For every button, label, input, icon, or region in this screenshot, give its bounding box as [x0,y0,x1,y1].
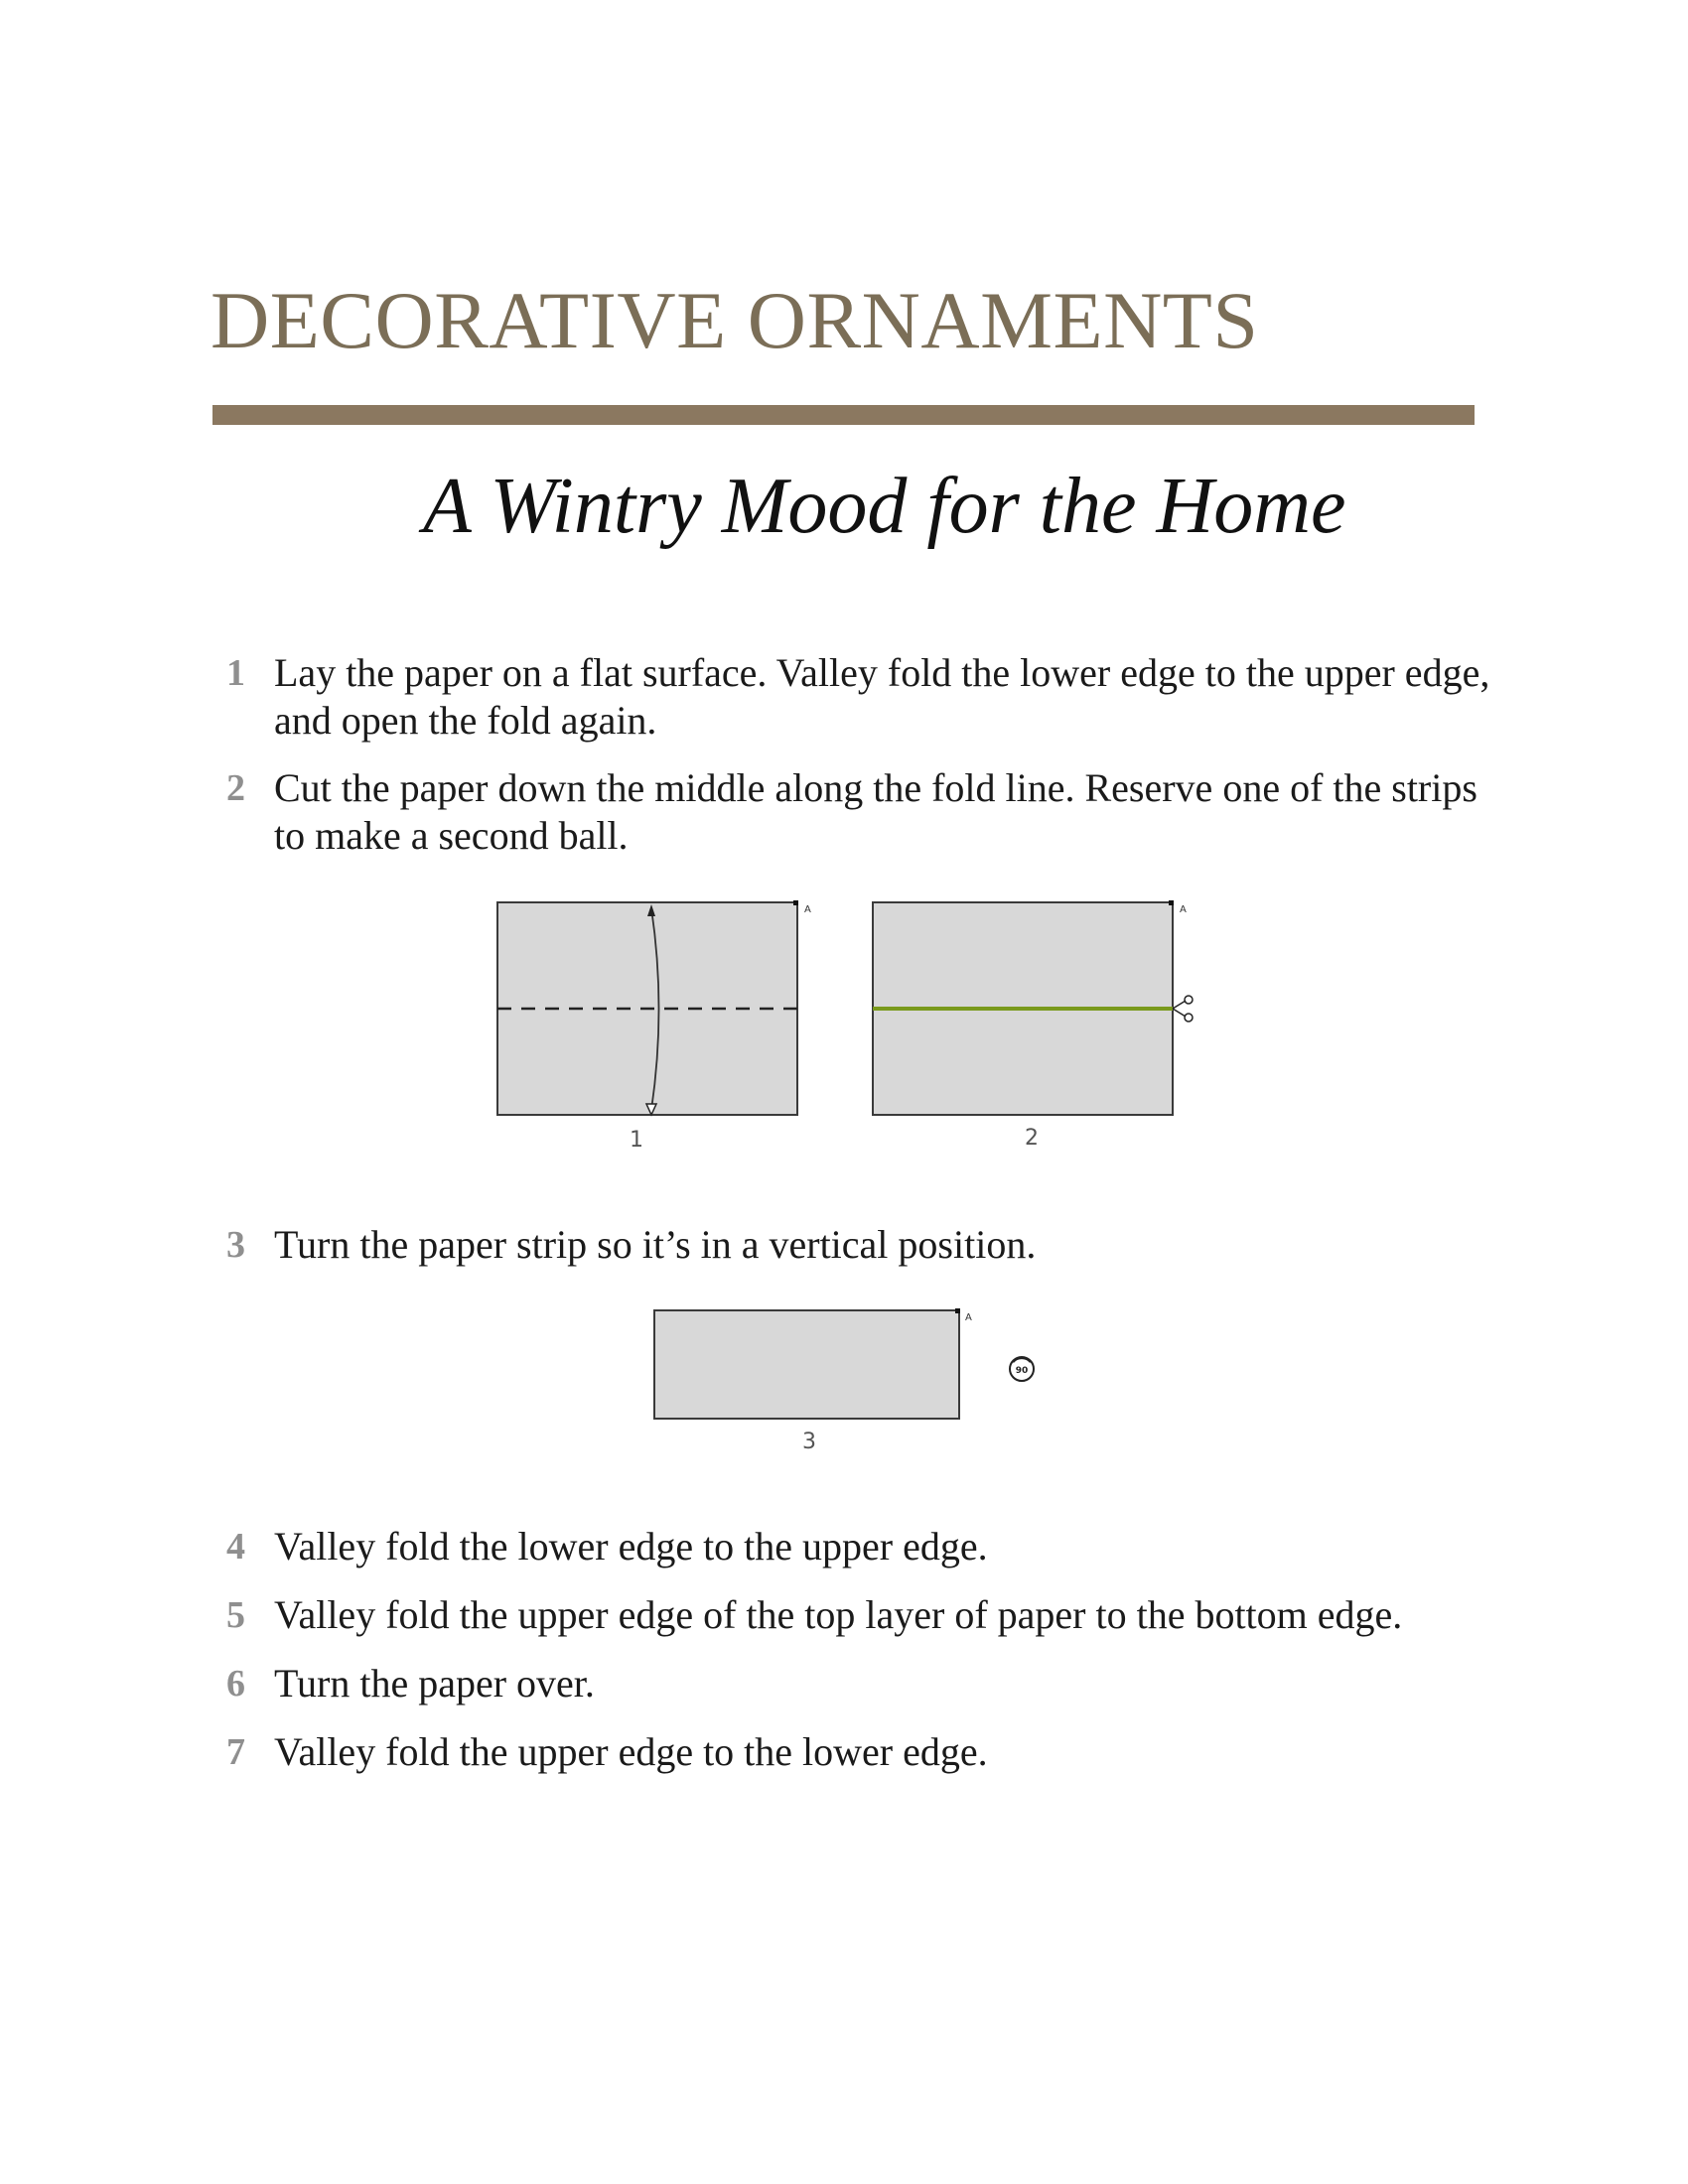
step-text: Valley fold the upper edge of the top layer of paper to the bottom edge. [274,1592,1403,1637]
corner-dot [1169,900,1174,905]
step-number: 1 [226,652,245,694]
figure-2-diagram [870,898,1197,1127]
step-number: 6 [226,1663,245,1705]
step-2 [226,764,1507,860]
corner-dot [955,1308,960,1313]
step-7 [226,1728,1507,1776]
step-text: Turn the paper strip so it’s in a vertical position. [274,1222,1037,1267]
figure-2-label: 2 [1025,1126,1039,1151]
step-6 [226,1660,1507,1707]
corner-dot [793,900,798,905]
strip-diagram-3 [651,1306,1049,1426]
step-5 [226,1591,1507,1639]
step-3 [226,1221,1507,1269]
section-title: DECORATIVE ORNAMENTS [211,275,1259,365]
rotate-90-icon [1010,1357,1034,1381]
step-4 [226,1523,1507,1570]
corner-mark: A [804,904,811,915]
page-subtitle: A Wintry Mood for the Home [423,463,1346,550]
step-text: Valley fold the lower edge to the upper edge. [274,1524,988,1569]
scissors-icon [1173,996,1193,1022]
step-text: Turn the paper over. [274,1661,595,1706]
step-number: 3 [226,1224,245,1266]
step-text: Cut the paper down the middle along the fold line. Reserve one of the strips to make a second ball. [274,765,1477,858]
fold-diagram-1 [494,898,822,1127]
rotate-90-label: 90 [1015,1366,1029,1376]
cut-diagram-2 [870,898,1197,1127]
corner-mark: A [965,1312,972,1323]
figure-1-diagram [494,898,822,1127]
corner-mark: A [1180,904,1187,915]
figure-1-label: 1 [630,1128,643,1153]
figure-3-diagram [651,1306,1049,1426]
title-rule [212,405,1475,425]
step-1 [226,649,1507,745]
step-number: 2 [226,767,245,809]
paper-strip [654,1310,959,1419]
figure-3-label: 3 [802,1430,816,1454]
step-number: 7 [226,1731,245,1773]
step-text: Valley fold the upper edge to the lower edge. [274,1729,988,1774]
step-number: 5 [226,1594,245,1636]
step-number: 4 [226,1526,245,1568]
step-text: Lay the paper on a flat surface. Valley fold the lower edge to the upper edge, and open the fold again. [274,650,1490,743]
